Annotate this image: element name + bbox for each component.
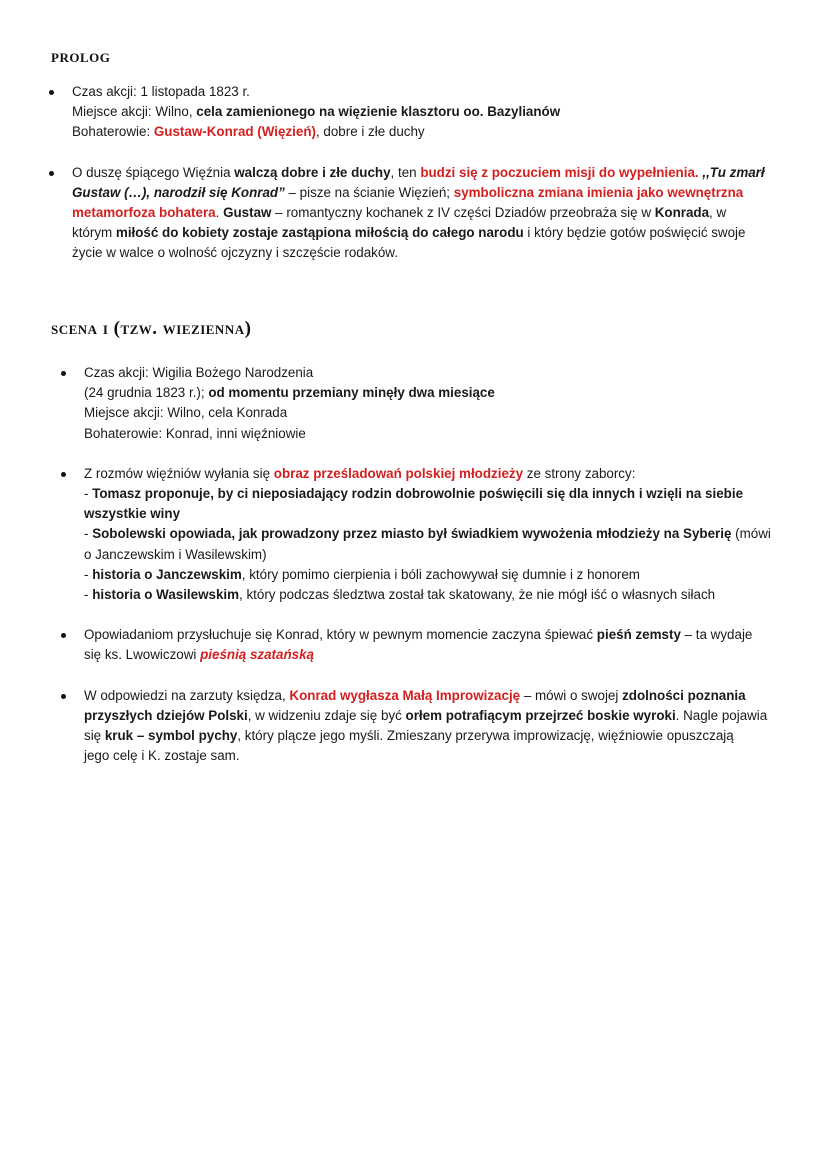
text-line: Miejsce akcji: Wilno, cela Konrada: [84, 405, 288, 421]
scena1-list: [59, 363, 789, 786]
bullet-icon: [49, 171, 54, 176]
section-heading-prolog: prolog: [51, 46, 111, 67]
text-line: Czas akcji: 1 listopada 1823 r.: [72, 84, 250, 99]
bullet-icon: [49, 90, 54, 95]
text-line: - historia o Wasilewskim, który podczas śledztwa został tak skatowany, że nie mógł iść o własnych siłach: [84, 587, 716, 603]
text-line: się ks. Lwowiczowi pieśnią szatańską: [84, 647, 314, 663]
text-line: Bohaterowie: Konrad, inni więźniowie: [84, 425, 306, 441]
text-line: O duszę śpiącego Więźnia walczą dobre i złe duchy, ten budzi się z poczuciem misji do wypełnienia. ,,Tu zmarł: [72, 164, 765, 180]
text-line: Czas akcji: Wigilia Bożego Narodzenia: [84, 365, 314, 380]
bullet-icon: [61, 694, 66, 699]
bullet-icon: [61, 633, 66, 638]
text-line: Gustaw (…), narodził się Konrad” – pisze na ścianie Więzień; symboliczna zmiana imienia jako wewnętrzna: [72, 184, 744, 200]
text-line: życie w walce o wolność ojczyzny i szczęście rodaków.: [72, 245, 398, 261]
list-item: [59, 464, 789, 605]
text-line: W odpowiedzi na zarzuty księdza, Konrad wygłasza Małą Improwizację – mówi o swojej zdolności poznania: [84, 687, 746, 703]
text-line: Z rozmów więźniów wyłania się obraz prześladowań polskiej młodzieży ze strony zaborcy:: [84, 465, 636, 481]
list-item: [47, 163, 787, 264]
text-line: którym miłość do kobiety zostaje zastąpiona miłością do całego narodu i który będzie gotów poświęcić swoje: [72, 225, 746, 241]
text-line: metamorfoza bohatera. Gustaw – romantyczny kochanek z IV części Dziadów przeobraża się w Konrada, w: [72, 205, 727, 221]
list-item: [47, 82, 787, 143]
text-line: (24 grudnia 1823 r.); od momentu przemiany minęły dwa miesiące: [84, 385, 495, 401]
text-line: wszystkie winy: [84, 506, 181, 522]
list-item: [59, 363, 789, 444]
bullet-icon: [61, 371, 66, 376]
text-line: Bohaterowie: Gustaw-Konrad (Więzień), dobre i złe duchy: [72, 124, 425, 140]
text-line: Miejsce akcji: Wilno, cela zamienionego na więzienie klasztoru oo. Bazylianów: [72, 104, 561, 120]
list-item: [59, 625, 789, 665]
text-line: jego celę i K. zostaje sam.: [84, 748, 240, 764]
text-line: Opowiadaniom przysłuchuje się Konrad, który w pewnym momencie zaczyna śpiewać pieśń zemsty – ta wydaje: [84, 627, 753, 643]
text-line: - historia o Janczewskim, który pomimo cierpienia i bóli zachowywał się dumnie i z honorem: [84, 566, 640, 582]
bullet-icon: [61, 472, 66, 477]
list-item: [59, 686, 789, 767]
text-line: przyszłych dziejów Polski, w widzeniu zdaje się być orłem potrafiącym przejrzeć boskie wyroki. Nagle pojawia: [84, 707, 768, 723]
text-line: - Sobolewski opowiada, jak prowadzony przez miasto był świadkiem wywożenia młodzieży na Syberię (mówi: [84, 526, 771, 542]
section-heading-scena-1: scena i (tzw. wiezienna): [51, 318, 252, 339]
prolog-list: [47, 82, 787, 284]
text-line: o Janczewskim i Wasilewskim): [84, 546, 267, 562]
text-line: się kruk – symbol pychy, który plącze jego myśli. Zmieszany przerywa improwizację, więźniowie opuszczają: [84, 728, 734, 744]
text-line: - Tomasz proponuje, by ci nieposiadający rodzin dobrowolnie poświęcili się dla innych i wzięli na siebie: [84, 486, 744, 502]
